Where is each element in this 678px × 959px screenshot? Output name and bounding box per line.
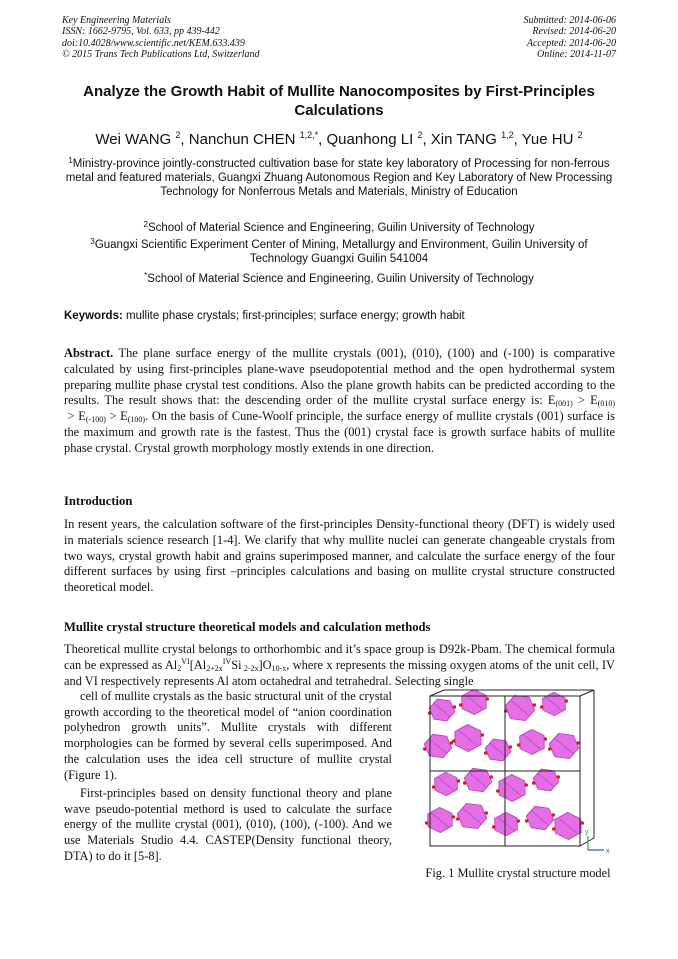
introduction-paragraph: In resent years, the calculation software of the first-principles Density-functional theory (DFT) is widely used in materials science research [1-4]. We clarify that why mullite nuclei can generate changeable crystals from two ways, crystal growth habit and grains superimposed manner, and calculate the surface energy of the four different surfaces by using first –principles calculations and basing on mullite crystal structure constructed theoretical model. [64,517,615,595]
oxygen-atom [453,705,457,709]
oxygen-atom [459,703,463,707]
oxygen-atom [492,825,496,829]
energy-symbol: E [590,393,598,408]
affiliation-mark: 1 [68,156,73,165]
section-heading-models: Mullite crystal structure theoretical models and calculation methods [64,620,431,634]
dates-header [524,15,617,61]
keywords-text: mullite phase crystals; first-principles; surface energy; growth habit [126,310,465,322]
author-list: Wei WANG $^2$, Nanchun CHEN $^{1,2,*}$, Quanhong LI $^2$, Xin TANG $^{1,2}$, Yue HU $^2$ [95,130,583,148]
y-axis-label: y [585,829,589,836]
oxygen-atom [490,775,494,779]
mullite-structure-figure [412,688,618,864]
oxygen-atom [517,819,521,823]
date-accepted: Accepted: 2014-06-20 [526,37,616,49]
oxygen-atom [525,819,529,823]
author-name: Nanchun CHEN [188,131,296,148]
paper-title: Analyze the Growth Habit of Mullite Nanocomposites by First-Principles Calculations [83,83,595,119]
greater-than: > [572,393,591,408]
affiliation-corresponding [62,272,616,286]
affiliation-2 [62,221,616,235]
axis-indicator [585,829,610,855]
author-affiliation-mark: 2 [577,130,583,140]
paragraph-text: , where x represents the missing oxygen atoms of the unit cell, IV and VI respectively represents Al atom octahedral and tetrahedral. Selecting single [64,657,615,688]
oxygen-atom [452,739,456,743]
oxygen-atom [540,705,544,709]
abstract-text: The plane surface energy of the mullite crystals (001), (010), (100) and (-100) is comparative calculated by using first-principles plane-wave pseudopotential method and the open hydrothermal system preparing mullite phase crystal test conditions. Also the plane growth habits can be predicted according to the results. The result shows that: the descending order of the mullite crystal surface energy is: [64,346,615,408]
author-affiliation-mark: 1,2 [501,130,514,140]
journal-doi[interactable]: doi:10.4028/www.scientific.net/KEM.633.439 [62,37,245,49]
unit-cell-edge [580,690,594,696]
models-paragraph-1-continued: cell of mullite crystals as the basic structural unit of the crystal growth according to the theoretical model of “anion coordination polyhedron growth units”. Mullite crystals with different morphologies can be formed by several cells superimposed. And the calculation uses the idea cell structure of mullite crystal (Figure 1). [64,689,392,782]
abstract-text: . On the basis of Cune-Woolf principle, the surface energy of mullite crystals (001) surface is the maximum and growth rate is the fastest. Thus the (001) crystal face is growth surface habits of mullite phase crystal. Crystal growth morphology mostly extends in one direction. [64,409,615,455]
abstract [64,346,615,457]
oxygen-atom [485,811,489,815]
energy-symbol: E [547,393,556,408]
oxygen-atom [544,737,548,741]
affiliation-1 [62,157,616,199]
author-name: Wei WANG [95,131,172,148]
author-name: Xin TANG [430,131,497,148]
figure-caption: Fig. 1 Mullite crystal structure model [425,866,611,880]
x-axis-label: x [606,848,610,855]
oxygen-atom [509,745,513,749]
affiliation-mark: 3 [90,237,95,246]
affiliation-text: School of Material Science and Engineering, Guilin University of Technology [147,273,534,285]
author-name: Quanhong LI [326,131,414,148]
formula-text: [Al [189,657,207,672]
formula-subscript: 2+2x [206,663,223,673]
section-heading-introduction: Introduction [64,494,133,508]
oxygen-atom [432,785,436,789]
unit-cell-edge [430,690,444,696]
affiliation-text: Ministry-province jointly-constructed cultivation base for state key laboratory of Processing for non-ferrous metal and featured materials, Guangxi Zhuang Autonomous Region and Key Laboratory of New Processing Technology for Nonferrous Metals and Materials, Ministry of Education [65,158,613,198]
oxygen-atom [565,699,569,703]
oxygen-atom [452,815,456,819]
oxygen-atom [463,781,467,785]
greater-than: > [105,409,121,424]
author-affiliation-mark: 2 [175,130,181,140]
oxygen-atom [548,747,552,751]
author-affiliation-mark: 1,2,* [299,130,319,140]
polyhedra-group [424,689,581,839]
abstract-label: Abstract. [64,346,114,360]
oxygen-atom [423,747,427,751]
oxygen-atom [517,743,521,747]
energy-subscript: (-100) [85,415,106,425]
formula-subscript: 2 [177,663,182,673]
journal-header [62,15,260,61]
oxygen-atom [552,813,556,817]
oxygen-atom [456,817,460,821]
paragraph-text: Theoretical mullite crystal belongs to orthorhombic and it’s space group is D92k-Pbam. The chemical formula can be expressed as Al [64,642,615,672]
oxygen-atom [557,775,561,779]
affiliation-mark: * [144,271,148,280]
formula-text: ]O [258,657,272,672]
models-paragraph-1 [64,642,615,689]
keywords-label: Keywords: [64,310,123,322]
date-online: Online: 2014-11-07 [537,49,616,61]
oxygen-atom [532,781,536,785]
formula-subscript: 10-x [271,663,287,673]
models-paragraph-2: First-principles based on density functional theory and plane wave pseudo-potential methord is used to calculate the surface energy of the mullite crystal (001), (010), (100), (-100). And we use Materials Studio 4.4. CASTEP(Density functional theory, DTA) to do it [5-8]. [64,786,392,863]
formula-text: Si [231,657,242,672]
oxygen-atom [552,827,556,831]
date-revised: Revised: 2014-06-20 [532,26,616,38]
formula-superscript: VI [181,656,190,666]
unit-cell-edge [580,838,594,846]
oxygen-atom [496,789,500,793]
oxygen-atom [484,751,488,755]
author-name: Yue HU [521,131,574,148]
energy-subscript: (010) [597,399,615,409]
oxygen-atom [525,783,529,787]
affiliation-3 [62,238,616,266]
journal-name: Key Engineering Materials [62,15,171,26]
energy-symbol: E [78,409,86,424]
oxygen-atom [457,779,461,783]
oxygen-atom [533,703,537,707]
formula-subscript: 2-2x [241,663,259,673]
journal-copyright: © 2015 Trans Tech Publications Ltd, Switzerland [62,49,260,61]
keywords [64,309,624,323]
affiliation-mark: 2 [143,220,148,229]
greater-than: > [64,409,79,424]
energy-symbol: E [120,409,128,424]
author-affiliation-mark: 2 [417,130,423,140]
affiliation-text: Guangxi Scientific Experiment Center of Mining, Metallurgy and Environment, Guilin University of Technology Guangxi Guilin 541004 [94,239,588,265]
journal-issn: ISSN: 1662-9795, Vol. 633, pp 439-442 [62,26,220,38]
energy-subscript: (001) [555,399,573,409]
date-submitted: Submitted: 2014-06-06 [523,15,616,26]
affiliation-text: School of Material Science and Engineering, Guilin University of Technology [147,222,535,234]
oxygen-atom [581,821,585,825]
formula-superscript: IV [222,656,232,666]
energy-subscript: (100) [127,415,146,425]
oxygen-atom [425,821,429,825]
oxygen-atom [481,733,485,737]
oxygen-atom [486,697,490,701]
